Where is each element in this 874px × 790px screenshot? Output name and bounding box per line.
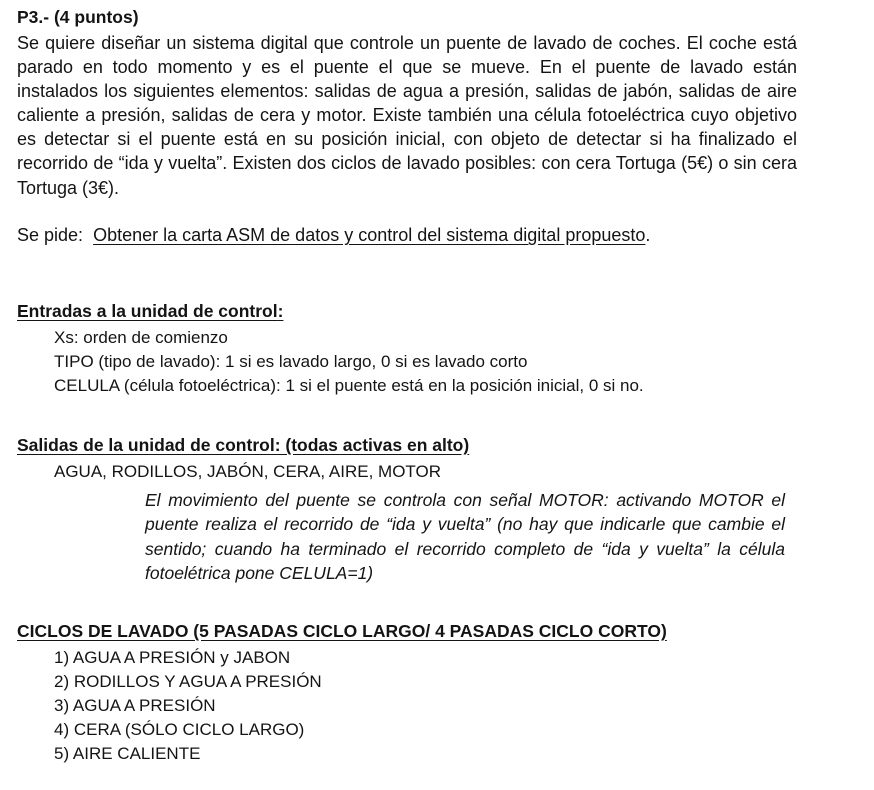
inputs-list	[54, 326, 644, 398]
statement-line: Se quiere diseñar un sistema digital que controle un puente de lavado de coches. El	[17, 33, 703, 53]
inputs-heading	[17, 300, 283, 322]
cycle-item: 4) CERA (SÓLO CICLO LARGO)	[54, 720, 305, 739]
statement-line: lavado están instalados los siguientes elementos: salidas de agua a presión, salidas de	[17, 57, 797, 102]
request-text: Obtener la carta ASM de datos y control del sistema digital propuesto	[93, 225, 646, 245]
inputs-heading-text: Entradas a la unidad de control	[17, 301, 278, 321]
cycles-heading: CICLOS DE LAVADO (5 PASADAS CICLO LARGO/ 4 PASADAS CICLO CORTO)	[17, 621, 667, 641]
request-label: Se pide:	[17, 225, 84, 245]
input-item: Xs: orden de comienzo	[54, 328, 228, 347]
cycle-item: 5) AIRE CALIENTE	[54, 744, 201, 763]
output-signals: AGUA, RODILLOS, JABÓN, CERA, AIRE, MOTOR	[54, 462, 441, 481]
statement-line: coche está parado en todo momento y es el puente el que se mueve. En el puente de	[17, 33, 797, 78]
statement-paragraph	[17, 31, 797, 200]
outputs-heading: Salidas de la unidad de control: (todas activas en alto)	[17, 435, 470, 455]
input-item: CELULA (célula fotoeléctrica): 1 si el puente está en la posición inicial, 0 si no.	[54, 376, 644, 395]
input-item: TIPO (tipo de lavado): 1 si es lavado largo, 0 si es lavado corto	[54, 352, 528, 371]
cycles-list	[54, 646, 322, 766]
cycle-item: 1) AGUA A PRESIÓN y JABON	[54, 648, 291, 667]
problem-statement	[17, 31, 797, 200]
inputs-heading-colon: :	[277, 301, 284, 321]
cycle-item: 2) RODILLOS Y AGUA A PRESIÓN	[54, 672, 322, 691]
request-end: .	[645, 225, 651, 245]
cycle-item: 3) AGUA A PRESIÓN	[54, 696, 216, 715]
statement-line: jabón, salidas de aire caliente a presión, salidas de cera y motor. Existe también una	[17, 81, 797, 126]
statement-line: célula fotoeléctrica cuyo objetivo es detectar si el puente está en su posición inicial,	[17, 105, 797, 150]
motor-note: El movimiento del puente se controla con señal MOTOR: activando MOTOR el puente realiza el recorrido de “ida y vuelta” (no hay que indicarle que cambie el sentido; cuando ha terminado el recorrido completo de “ida y vuelta” la célula fotoelétrica pone CELULA=1)	[145, 490, 785, 583]
statement-line: con objeto de detectar si ha finalizado el recorrido de “ida y vuelta”. Existen dos ciclos	[17, 129, 797, 174]
request-line	[17, 223, 650, 247]
problem-title: P3.- (4 puntos)	[17, 7, 139, 27]
statement-line: de lavado posibles: con cera Tortuga (5€) o sin cera Tortuga (3€).	[17, 153, 797, 198]
